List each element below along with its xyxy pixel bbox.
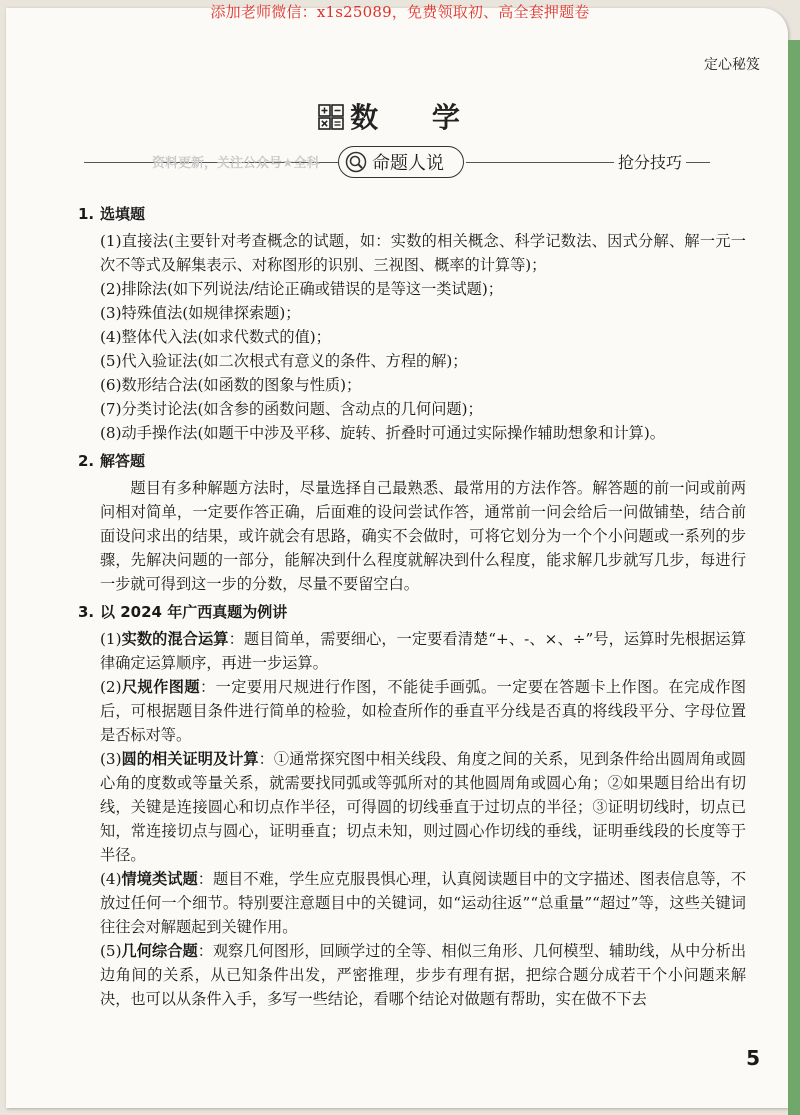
list-item: (5)代入验证法(如二次根式有意义的条件、方程的解)； [100,352,468,370]
page-number: 5 [746,1046,760,1070]
main-content [78,198,746,1011]
paragraph: 题目有多种解题方法时，尽量选择自己最熟悉、最常用的方法作答。解答题的前一问或前两问相对简单，一定要作答正确，后面难的设问尝试作答，通常前一问会给后一问做铺垫，结合前面设问求出的结果，或许就会有思路，确实不会做时，可将它划分为一个个小问题或一系列的步骤，先解决问题的一部分，能解决到什么程度就解决到什么程度，能求解几步就写几步，每进行一步就可得到这一步的分数，尽量不要留空白。 [100,479,746,593]
list-item: (3)特殊值法(如规律探索题)； [100,304,301,322]
banner-label: 命题人说 [372,153,444,174]
list-item: (8)动手操作法(如题干中涉及平移、旋转、折叠时可通过实际操作辅助想象和计算)。 [100,424,665,442]
corner-mark: 定心秘笈 [704,57,760,73]
watermark-text: 添加老师微信：x1s25089，免费领取初、高全套押题卷 [210,3,590,21]
section-heading-1: 1. 选填题 [78,205,146,223]
list-item: (2)排除法(如下列说法/结论正确或错误的是等这一类试题)； [100,280,503,298]
list-item: (3)圆的相关证明及计算：①通常探究图中相关线段、角度之间的关系，见到条件给出圆周角或圆心角的度数或等量关系，就需要找同弧或等弧所对的其他圆周角或圆心角；②如果题目给出有切线，关键是连接圆心和切点作半径，可得圆的切线垂直于过切点的半径；③证明切线时，切点已知，常连接切点与圆心，证明垂直；切点未知，则过圆心作切线的垂线，证明垂线段的长度等于半径。 [100,750,747,864]
list-item: (1)实数的混合运算：题目简单，需要细心，一定要看清楚“+、-、×、÷”号，运算时先根据运算律确定运算顺序，再进一步运算。 [100,630,747,672]
faded-note: 资料更新，关注公众号★全科 [152,156,320,171]
list-item: (1)直接法(主要针对考查概念的试题，如：实数的相关概念、科学记数法、因式分解、解一元一次不等式及解集表示、对称图形的识别、三视图、概率的计算等)； [100,232,746,274]
side-color-tab [788,40,800,1115]
tip-label: 抢分技巧 [614,150,686,173]
math-grid-icon [318,104,344,130]
list-item: (5)几何综合题：观察几何图形，回顾学过的全等、相似三角形、几何模型、辅助线，从中分析出边角间的关系，从已知条件出发，严密推理，步步有理有据，把综合题分成若干个小问题来解决，也可以从条件入手，多写一些结论，看哪个结论对做题有帮助，实在做不下去 [100,942,747,1008]
subject-title-row [0,96,800,136]
section-heading-3: 3. 以 2024 年广西真题为例讲 [78,603,288,621]
list-item: (4)情境类试题：题目不难，学生应克服畏惧心理，认真阅读题目中的文字描述、图表信息等，不放过任何一个细节。特别要注意题目中的关键词，如“运动往返”“总重量”“超过”等，这些关键词往往会对解题起到关键作用。 [100,870,747,936]
magnifier-icon [345,151,367,173]
subject-title: 数 学 [350,101,482,134]
list-item: (7)分类讨论法(如含参的函数问题、含动点的几何问题)； [100,400,483,418]
list-item: (6)数形结合法(如函数的图象与性质)； [100,376,362,394]
section-heading-2: 2. 解答题 [78,452,146,470]
list-item: (4)整体代入法(如求代数式的值)； [100,328,331,346]
banner-pill [338,146,464,178]
list-item: (2)尺规作图题：一定要用尺规进行作图，不能徒手画弧。一定要在答题卡上作图。在完成作图后，可根据题目条件进行简单的检验，如检查所作的垂直平分线是否真的将线段平分、字母位置是否标对等。 [100,678,747,744]
